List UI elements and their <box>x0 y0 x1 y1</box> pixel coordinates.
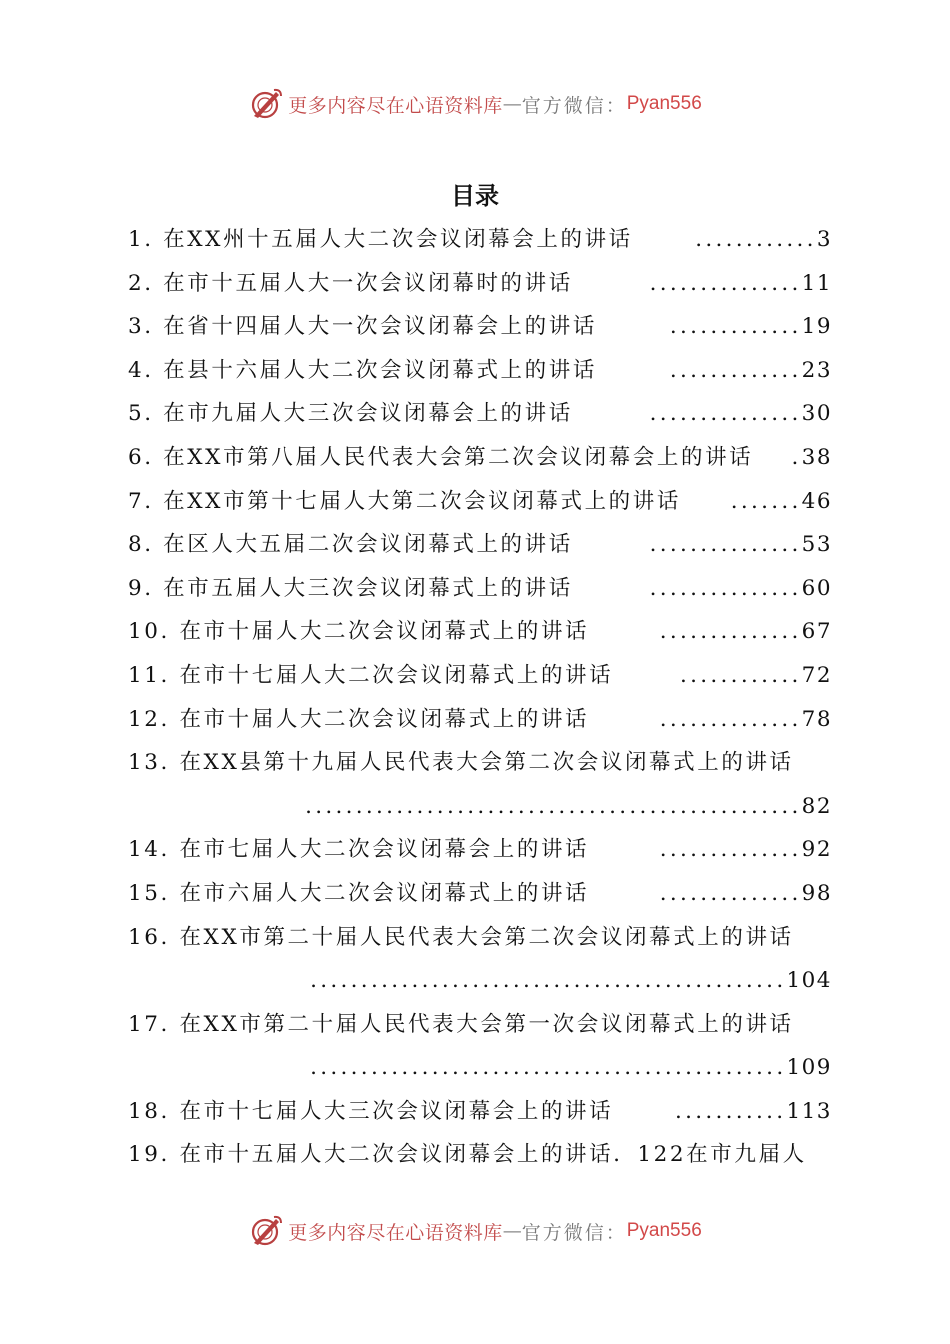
toc-entry <box>128 262 832 306</box>
toc-entry-number: 15. <box>128 880 170 906</box>
toc-entry-page: 82 <box>801 793 832 819</box>
toc-entry-number: 12. <box>128 706 170 732</box>
toc-entry-leader <box>790 436 833 480</box>
toc-entry-title: 在XX市第二十届人民代表大会第一次会议闭幕式上的讲话 <box>179 1011 794 1037</box>
toc-entry-title: 在XX市第八届人民代表大会第二次会议闭幕会上的讲话 <box>163 444 754 470</box>
toc-entry <box>128 349 832 393</box>
toc-entry <box>128 1133 832 1177</box>
toc-entry-number: 9. <box>128 575 154 601</box>
toc-entry-number: 7. <box>128 488 154 514</box>
toc-entry <box>128 436 832 480</box>
toc-entry <box>128 785 832 829</box>
toc-entry-number: 10. <box>128 619 170 645</box>
toc-entry <box>128 480 832 524</box>
toc-entry-dots: .............. <box>659 706 802 732</box>
toc-entry <box>128 1003 832 1047</box>
table-of-contents <box>128 218 832 1177</box>
toc-entry-number: 2. <box>128 270 154 296</box>
toc-entry-leader <box>658 872 832 916</box>
toc-entry-page: 109 <box>786 1055 832 1081</box>
toc-entry-dots: . <box>791 444 802 470</box>
toc-entry-leader <box>673 1090 832 1134</box>
toc-entry-title: 在市十五届人大一次会议闭幕时的讲话 <box>163 270 573 296</box>
toc-entry-dots: ............ <box>680 662 802 688</box>
footer-watermark <box>0 1211 950 1251</box>
toc-entry-leader <box>668 349 832 393</box>
toc-entry-leader <box>658 610 832 654</box>
toc-entry-page: 38 <box>801 444 832 470</box>
toc-entry-number: 8. <box>128 532 154 558</box>
watermark-wechat-id: Pyan556 <box>626 93 702 114</box>
toc-entry-page: 98 <box>801 880 832 906</box>
toc-entry-leader <box>668 305 832 349</box>
toc-entry-dots: ............................................... <box>310 1055 787 1081</box>
toc-entry <box>128 1046 832 1090</box>
toc-entry-page: 104 <box>786 968 832 994</box>
toc-entry-title: 在市十五届人大二次会议闭幕会上的讲话．122在市九届人 <box>179 1142 807 1168</box>
toc-entry-page: 53 <box>801 532 832 558</box>
toc-entry <box>128 828 832 872</box>
watermark-wechat-label: 官方微信： <box>521 1221 627 1244</box>
toc-entry-leader <box>303 785 832 829</box>
toc-entry-number: 14. <box>128 837 170 863</box>
toc-entry-number: 17. <box>128 1011 170 1037</box>
toc-entry-title: 在XX市第二十届人民代表大会第二次会议闭幕式上的讲话 <box>179 924 794 950</box>
toc-entry-title: 在县十六届人大二次会议闭幕式上的讲话 <box>163 357 597 383</box>
toc-entry-page: 60 <box>801 575 832 601</box>
toc-entry-title: 在XX市第十七届人大第二次会议闭幕式上的讲话 <box>163 488 681 514</box>
toc-entry-number: 18. <box>128 1098 170 1124</box>
toc-entry <box>128 523 832 567</box>
toc-entry-leader <box>648 567 832 611</box>
toc-entry <box>128 567 832 611</box>
toc-entry <box>128 392 832 436</box>
toc-entry-page: 3 <box>816 227 832 252</box>
toc-entry-title: 在市九届人大三次会议闭幕会上的讲话 <box>163 401 573 427</box>
watermark-text: 更多内容尽在心语资料库 <box>288 94 503 117</box>
header-watermark <box>0 84 950 124</box>
watermark-wechat-label: 官方微信： <box>521 94 627 117</box>
watermark-wechat-id: Pyan556 <box>626 1220 702 1241</box>
toc-entry-page: 23 <box>801 357 832 383</box>
toc-entry-dots: ............... <box>649 270 802 296</box>
toc-entry-title: 在市七届人大二次会议闭幕会上的讲话 <box>179 837 590 863</box>
page-title: 目录 <box>451 182 499 210</box>
toc-entry-title: 在市六届人大二次会议闭幕式上的讲话 <box>179 880 590 906</box>
toc-entry-dots: ............... <box>649 401 802 427</box>
toc-entry <box>128 698 832 742</box>
toc-entry-leader <box>658 698 832 742</box>
toc-entry-leader <box>648 392 832 436</box>
toc-entry <box>128 916 832 960</box>
toc-entry-dots: ............ <box>695 227 817 252</box>
toc-entry-leader <box>658 828 832 872</box>
toc-entry-page: 46 <box>801 488 832 514</box>
toc-entry-page: 78 <box>801 706 832 732</box>
toc-entry-number: 1. <box>128 227 154 252</box>
toc-entry-dots: ............... <box>649 575 802 601</box>
toc-entry-page: 30 <box>801 401 832 427</box>
watermark-dash: — <box>502 93 522 115</box>
toc-entry <box>128 741 832 785</box>
toc-entry-dots: .............. <box>659 837 802 863</box>
toc-entry <box>128 218 832 262</box>
toc-entry <box>128 959 832 1003</box>
toc-entry-title: 在市十七届人大二次会议闭幕式上的讲话 <box>179 662 614 688</box>
toc-entry <box>128 654 832 698</box>
quill-logo-icon <box>248 1213 284 1249</box>
toc-entry-page: 113 <box>786 1098 832 1124</box>
toc-entry <box>128 610 832 654</box>
toc-entry-page: 92 <box>801 837 832 863</box>
toc-entry-leader <box>648 523 832 567</box>
toc-entry-number: 5. <box>128 401 154 427</box>
toc-entry-dots: ............. <box>669 314 802 340</box>
toc-entry-number: 11. <box>128 662 170 688</box>
toc-entry-title: 在省十四届人大一次会议闭幕会上的讲话 <box>163 314 597 340</box>
toc-entry-dots: ........... <box>674 1098 787 1124</box>
toc-entry-title: 在XX县第十九届人民代表大会第二次会议闭幕式上的讲话 <box>179 750 794 776</box>
toc-entry-page: 11 <box>801 270 832 296</box>
toc-entry-number: 13. <box>128 750 170 776</box>
toc-entry-page: 67 <box>801 619 832 645</box>
toc-entry <box>128 305 832 349</box>
toc-entry-leader <box>648 262 832 306</box>
watermark-dash: — <box>502 1220 522 1242</box>
toc-entry-number: 4. <box>128 357 154 383</box>
toc-entry-leader <box>693 218 832 262</box>
toc-entry-title: 在区人大五届二次会议闭幕式上的讲话 <box>163 532 573 558</box>
toc-entry-title: 在市五届人大三次会议闭幕式上的讲话 <box>163 575 573 601</box>
toc-entry-title: 在市十届人大二次会议闭幕式上的讲话 <box>179 619 590 645</box>
toc-entry-title: 在市十届人大二次会议闭幕式上的讲话 <box>179 706 590 732</box>
toc-entry-dots: ............. <box>669 357 802 383</box>
toc-entry-dots: ................................................. <box>305 793 802 819</box>
toc-entry-dots: ....... <box>730 488 802 514</box>
toc-entry-dots: ............................................... <box>310 968 787 994</box>
toc-entry-page: 72 <box>801 662 832 688</box>
toc-entry-page: 19 <box>801 314 832 340</box>
toc-entry-leader <box>678 654 832 698</box>
toc-entry <box>128 1090 832 1134</box>
toc-entry-dots: .............. <box>659 619 802 645</box>
toc-entry-number: 3. <box>128 314 154 340</box>
watermark-text: 更多内容尽在心语资料库 <box>288 1221 503 1244</box>
toc-entry-dots: .............. <box>659 880 802 906</box>
toc-entry <box>128 872 832 916</box>
quill-logo-icon <box>248 86 284 122</box>
toc-entry-leader <box>308 959 832 1003</box>
toc-entry-leader <box>308 1046 832 1090</box>
toc-entry-title: 在XX州十五届人大二次会议闭幕会上的讲话 <box>163 227 633 252</box>
toc-entry-number: 19. <box>128 1142 170 1168</box>
toc-entry-dots: ............... <box>649 532 802 558</box>
toc-entry-number: 16. <box>128 924 170 950</box>
toc-entry-title: 在市十七届人大三次会议闭幕会上的讲话 <box>179 1098 614 1124</box>
toc-entry-number: 6. <box>128 444 154 470</box>
toc-entry-leader <box>729 480 832 524</box>
